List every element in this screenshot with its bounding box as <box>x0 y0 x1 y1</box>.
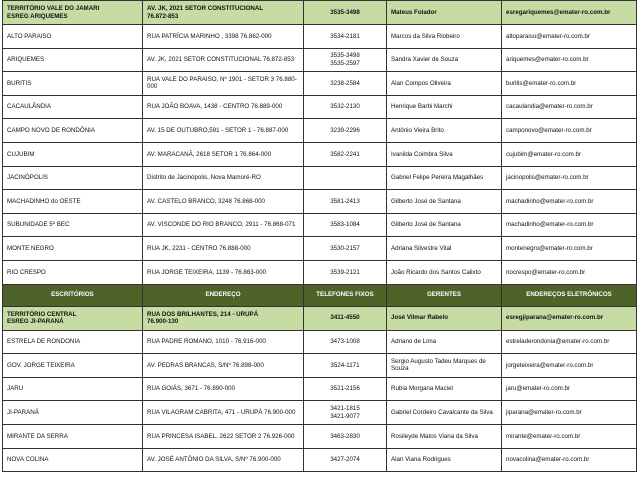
table-row <box>3 119 637 143</box>
office-phone: 3539-2121 <box>304 260 387 284</box>
office-address: AV. JOSÉ ANTÔNIO DA SILVA, S/Nº 76.900-000 <box>143 448 304 472</box>
office-email: camponovo@emater-ro.com.br <box>502 119 637 143</box>
office-address: AV. PEDRAS BRANCAS, S/Nº 76.898-000 <box>143 354 304 378</box>
office-address: RUA PRINCESA ISABEL, 2622 SETOR 2 76.926-000 <box>143 424 304 448</box>
office-phone: 3530-2157 <box>304 237 387 261</box>
office-name: JARU <box>3 377 143 401</box>
office-email: jaru@emater-ro.com.br <box>502 377 637 401</box>
office-email: jorgeteixeira@emater-ro.com.br <box>502 354 637 378</box>
office-phone: 3582-2241 <box>304 142 387 166</box>
office-name: JI-PARANÁ <box>3 401 143 425</box>
office-name: JACINÓPOLIS <box>3 166 143 190</box>
office-email: estreladerondonia@emater-ro.com.br <box>502 330 637 354</box>
office-address: RUA JOÃO BOAVA, 1438 - CENTRO 76.889-000 <box>143 95 304 119</box>
table-row <box>3 25 637 49</box>
office-phone-line: 3535-2597 <box>330 59 360 67</box>
office-phone-line: 3535-3498 <box>330 52 360 60</box>
region-manager: José Vilmar Rabelo <box>387 306 502 330</box>
table-row <box>3 190 637 214</box>
office-manager: Gilberto José de Santana <box>387 213 502 237</box>
office-phone: 3581-2413 <box>304 190 387 214</box>
office-email: jiparana@emater-ro.com.br <box>502 401 637 425</box>
office-manager: Gabriel Felipe Pereira Magalhães <box>387 166 502 190</box>
office-phone <box>304 48 387 72</box>
office-name: ESTRELA DE RONDONIA <box>3 330 143 354</box>
table-row <box>3 48 637 72</box>
office-phone: 3521-2156 <box>304 377 387 401</box>
table-row <box>3 330 637 354</box>
table-row <box>3 237 637 261</box>
table-row <box>3 72 637 96</box>
header-row <box>3 284 637 306</box>
office-address: AV. CASTELO BRANCO, 3248 76.868-000 <box>143 190 304 214</box>
table-row <box>3 142 637 166</box>
offices-table <box>2 0 637 472</box>
office-name: ALTO PARAISO <box>3 25 143 49</box>
office-manager: Henrique Barbi Marchi <box>387 95 502 119</box>
table-row <box>3 95 637 119</box>
office-address: RUA VILAGRAM CABRITA, 471 - URUPÁ 76.900-000 <box>143 401 304 425</box>
office-name: MIRANTE DA SERRA <box>3 424 143 448</box>
table-row <box>3 448 637 472</box>
column-header-cell: ENDEREÇO <box>143 284 304 306</box>
table-row <box>3 354 637 378</box>
region-name <box>3 306 143 330</box>
office-email: machadinho@emater-ro.com.br <box>502 190 637 214</box>
bottom-section <box>3 306 637 472</box>
office-name: CAMPO NOVO DE RONDÔNIA <box>3 119 143 143</box>
office-name: GOV. JORGE TEIXEIRA <box>3 354 143 378</box>
office-phone: 3583-1084 <box>304 213 387 237</box>
region-row <box>3 1 637 25</box>
office-address: RUA VALE DO PARAISO, Nº 1901 - SETOR 3 76.880-000 <box>143 72 304 96</box>
office-email: machadinho@emater-ro.com.br <box>502 213 637 237</box>
office-email: jacinopolis@emater-ro.com.br <box>502 166 637 190</box>
office-phone: 3532-2130 <box>304 95 387 119</box>
region-phone: 3411-4550 <box>304 306 387 330</box>
table-row <box>3 213 637 237</box>
office-phone: 3534-2181 <box>304 25 387 49</box>
office-phone <box>304 166 387 190</box>
office-phone: 3524-1171 <box>304 354 387 378</box>
office-address: AV. 15 DE OUTUBRO,591 - SETOR 1 - 76.887-000 <box>143 119 304 143</box>
region-name-line: TERRITÓRIO VALE DO JAMARI <box>7 5 100 13</box>
region-name-line: ESREG JI-PARANÁ <box>7 318 64 326</box>
office-name: CUJUBIM <box>3 142 143 166</box>
office-manager: Sergio Augusto Tadeu Marques de Souza <box>387 354 502 378</box>
office-name: RIO CRESPO <box>3 260 143 284</box>
region-address <box>143 1 304 25</box>
office-address: RUA GOIÁS, 3671 - 76.890-000 <box>143 377 304 401</box>
office-manager: Adriana Silvestre Vital <box>387 237 502 261</box>
office-address: RUA PATRÍCIA MARINHO , 3398 76.862-000 <box>143 25 304 49</box>
office-address: RUA JK, 2231 - CENTRO 76.888-000 <box>143 237 304 261</box>
region-name-line: ESREG ARIQUEMES <box>7 12 68 20</box>
office-address: AV. MARACANÃ, 2618 SETOR 1 76.864-000 <box>143 142 304 166</box>
office-phone: 3238-2584 <box>304 72 387 96</box>
office-phone: 3463-2830 <box>304 424 387 448</box>
office-phone: 3427-2074 <box>304 448 387 472</box>
office-name: CACAULÂNDIA <box>3 95 143 119</box>
region-manager: Mateus Folador <box>387 1 502 25</box>
column-header <box>3 284 637 306</box>
office-address: AV. VISCONDE DO RIO BRANCO, 2911 - 76.868-071 <box>143 213 304 237</box>
office-manager: Marcos da Silva Riobeiro <box>387 25 502 49</box>
office-email: mirante@emater-ro.com.br <box>502 424 637 448</box>
office-name: MONTE NEGRO <box>3 237 143 261</box>
office-email: montenegro@emater-ro.com.br <box>502 237 637 261</box>
office-email: buritis@emater-ro.com.br <box>502 72 637 96</box>
region-address <box>143 306 304 330</box>
region-address-line: AV. JK, 2021 SETOR CONSTITUCIONAL <box>147 5 264 13</box>
office-address: RUA JORGE TEIXEIRA, 1139 - 76.863-000 <box>143 260 304 284</box>
table-row <box>3 377 637 401</box>
office-email: cujubim@emater-ro.com.br <box>502 142 637 166</box>
office-manager: Alan Viana Rodrigues <box>387 448 502 472</box>
region-name <box>3 1 143 25</box>
office-name: MACHADINHO do OESTE <box>3 190 143 214</box>
office-manager: Ivanilda Coimbra Silva <box>387 142 502 166</box>
region-email: esregariquemes@emater-ro.com.br <box>502 1 637 25</box>
region-name-line: TERRITÓRIO CENTRAL <box>7 310 77 318</box>
office-phone <box>304 401 387 425</box>
office-phone-line: 3421-1815 <box>330 405 360 413</box>
office-manager: João Ricardo dos Santos Calixto <box>387 260 502 284</box>
region-phone: 3535-3498 <box>304 1 387 25</box>
region-address-line: RUA DOS BRILHANTES, 214 - URUPÁ <box>147 310 259 318</box>
office-email: riocrespo@emater-ro.com.br <box>502 260 637 284</box>
office-manager: Rubia Morgana Maciel <box>387 377 502 401</box>
office-manager: Sandra Xavier de Souza <box>387 48 502 72</box>
office-email: cacaulandia@emater-ro.com.br <box>502 95 637 119</box>
column-header-cell: ESCRITÓRIOS <box>3 284 143 306</box>
office-name: BURITIS <box>3 72 143 96</box>
region-address-line: 76.900-130 <box>147 318 179 326</box>
table-row <box>3 166 637 190</box>
office-manager: Rosileyde Matos Viana da Silva <box>387 424 502 448</box>
office-name: SUBUNIDADE 5º BEC <box>3 213 143 237</box>
office-manager: Gabriel Cordeiro Cavalcante da Silva <box>387 401 502 425</box>
table-row <box>3 424 637 448</box>
table-row <box>3 401 637 425</box>
office-phone-line: 3421-9077 <box>330 412 360 420</box>
office-email: ariquemes@emater-ro.com.br <box>502 48 637 72</box>
office-manager: Gilberto José de Santana <box>387 190 502 214</box>
office-name: ARIQUEMES <box>3 48 143 72</box>
table-row <box>3 260 637 284</box>
office-phone: 3473-1008 <box>304 330 387 354</box>
top-section <box>3 1 637 285</box>
office-name: NOVA COLINA <box>3 448 143 472</box>
office-email: altoparaiso@emater-ro.com.br <box>502 25 637 49</box>
region-address-line: 76.872-853 <box>147 12 179 20</box>
office-address: Distrito de Jacinópolis, Nova Mamoré-RO <box>143 166 304 190</box>
region-email: esregjiparana@emater-ro.com.br <box>502 306 637 330</box>
office-phone: 3239-2296 <box>304 119 387 143</box>
office-address: AV. JK, 2021 SETOR CONSTITUCIONAL 76.872-853 <box>143 48 304 72</box>
column-header-cell: GERENTES <box>387 284 502 306</box>
column-header-cell: TELEFONES FIXOS <box>304 284 387 306</box>
region-row <box>3 306 637 330</box>
office-address: RUA PADRE ROMANO, 1010 - 76.916-000 <box>143 330 304 354</box>
office-manager: Adriano de Lima <box>387 330 502 354</box>
office-manager: Alan Compos Oliveira <box>387 72 502 96</box>
office-email: novacolina@emater-ro.com.br <box>502 448 637 472</box>
column-header-cell: ENDEREÇOS ELETRÔNICOS <box>502 284 637 306</box>
office-manager: Antônio Vieira Brito <box>387 119 502 143</box>
